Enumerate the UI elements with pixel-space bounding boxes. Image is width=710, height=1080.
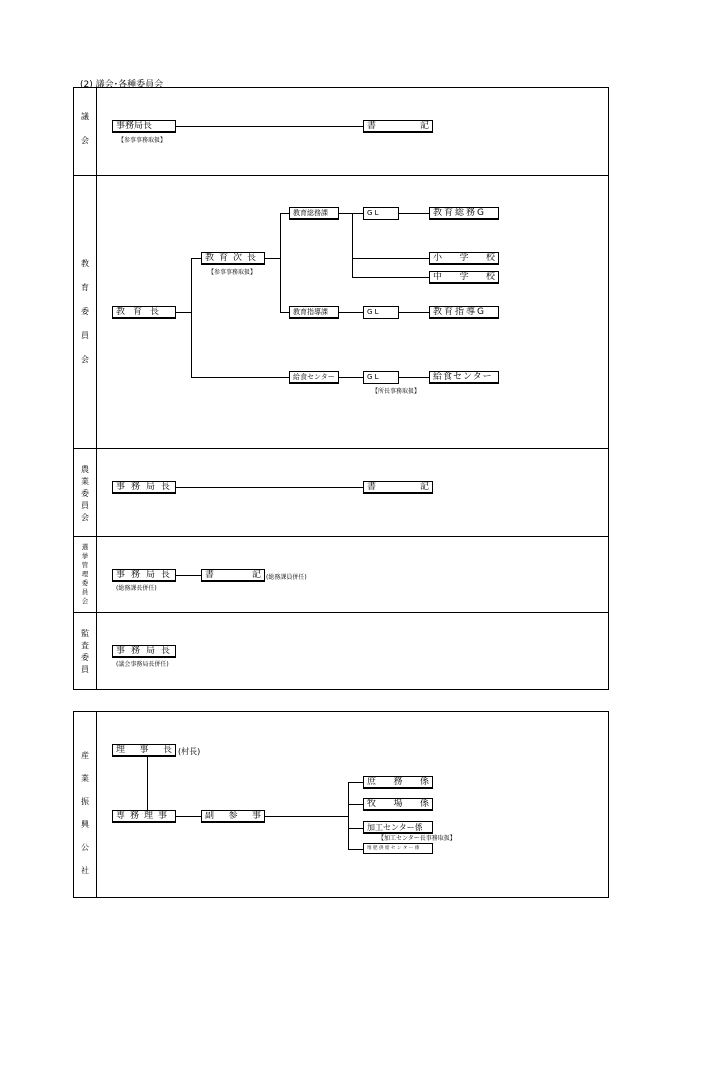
senkyo-clerk-note: (総務課員併任) (266, 574, 307, 581)
unit1-box: 庶 務 係 (363, 776, 433, 789)
label-senkyo: 選 挙 管 理 委 員 会 (81, 543, 89, 605)
label-kosha: 産 業 振 興 公 社 (81, 751, 89, 875)
unit4-box: 堆肥供給センター係 (363, 843, 433, 854)
chairman-box: 理 事 長 (112, 744, 176, 757)
unit2-box: 牧 場 係 (363, 798, 433, 811)
unit3-note: 【加工センター長事務取扱】 (378, 835, 456, 842)
kansa-head-box: 事務局長 (112, 645, 176, 658)
g1-box: 教育総務G (429, 207, 499, 220)
gl2-box: G L (363, 306, 399, 319)
gl1-box: G L (363, 207, 399, 220)
unit3-box: 加工センター係 (363, 821, 433, 834)
sect2-box: 教育指導課 (289, 306, 339, 319)
g3-box: 給食センター (429, 371, 499, 384)
senkyo-clerk-box: 書 記 (201, 569, 265, 582)
kyoiku-deputy-note: 【参事事務取扱】 (208, 269, 257, 276)
school1-box: 小 学 校 (429, 252, 499, 265)
vice-box: 副 参 事 (201, 810, 265, 823)
director-box: 専務理事 (112, 810, 176, 823)
page-title: (2) 議会･各種委員会 (80, 80, 164, 90)
nogyo-head-box: 事務局長 (112, 481, 176, 494)
gl3-note: 【所長事務取扱】 (372, 388, 421, 395)
gikai-head-note: 【参事事務取扱】 (118, 137, 167, 144)
gl3-box: G L (363, 371, 399, 384)
gikai-head-box (112, 120, 176, 133)
kansa-head-note: (議会事務局長併任) (116, 661, 169, 668)
kosha-frame (73, 711, 609, 898)
nogyo-clerk-box: 書 記 (363, 481, 433, 494)
chairman-note: (村長) (178, 747, 201, 756)
senkyo-head-box: 事務局長 (112, 569, 176, 582)
label-nogyo: 農 業 委 員 会 (81, 465, 89, 522)
senkyo-head-note: (総務課長併任) (116, 585, 157, 592)
label-kansa: 監 査 委 員 (81, 629, 89, 674)
gikai-head-text: 事務局長 (116, 121, 153, 131)
school2-box: 中 学 校 (429, 271, 499, 284)
sect1-box: 教育総務課 (289, 207, 339, 220)
gikai-clerk-box: 書 記 (363, 120, 433, 133)
committee-frame (73, 87, 609, 690)
label-gikai: 議 会 (81, 112, 89, 145)
g2-box: 教育指導G (429, 306, 499, 319)
label-kyoiku: 教 育 委 員 会 (81, 259, 89, 364)
kyoiku-deputy-box: 教育次長 (201, 252, 265, 265)
kyoiku-chief-box: 教育長 (112, 306, 176, 319)
sect3-box: 給食センター (289, 371, 339, 384)
